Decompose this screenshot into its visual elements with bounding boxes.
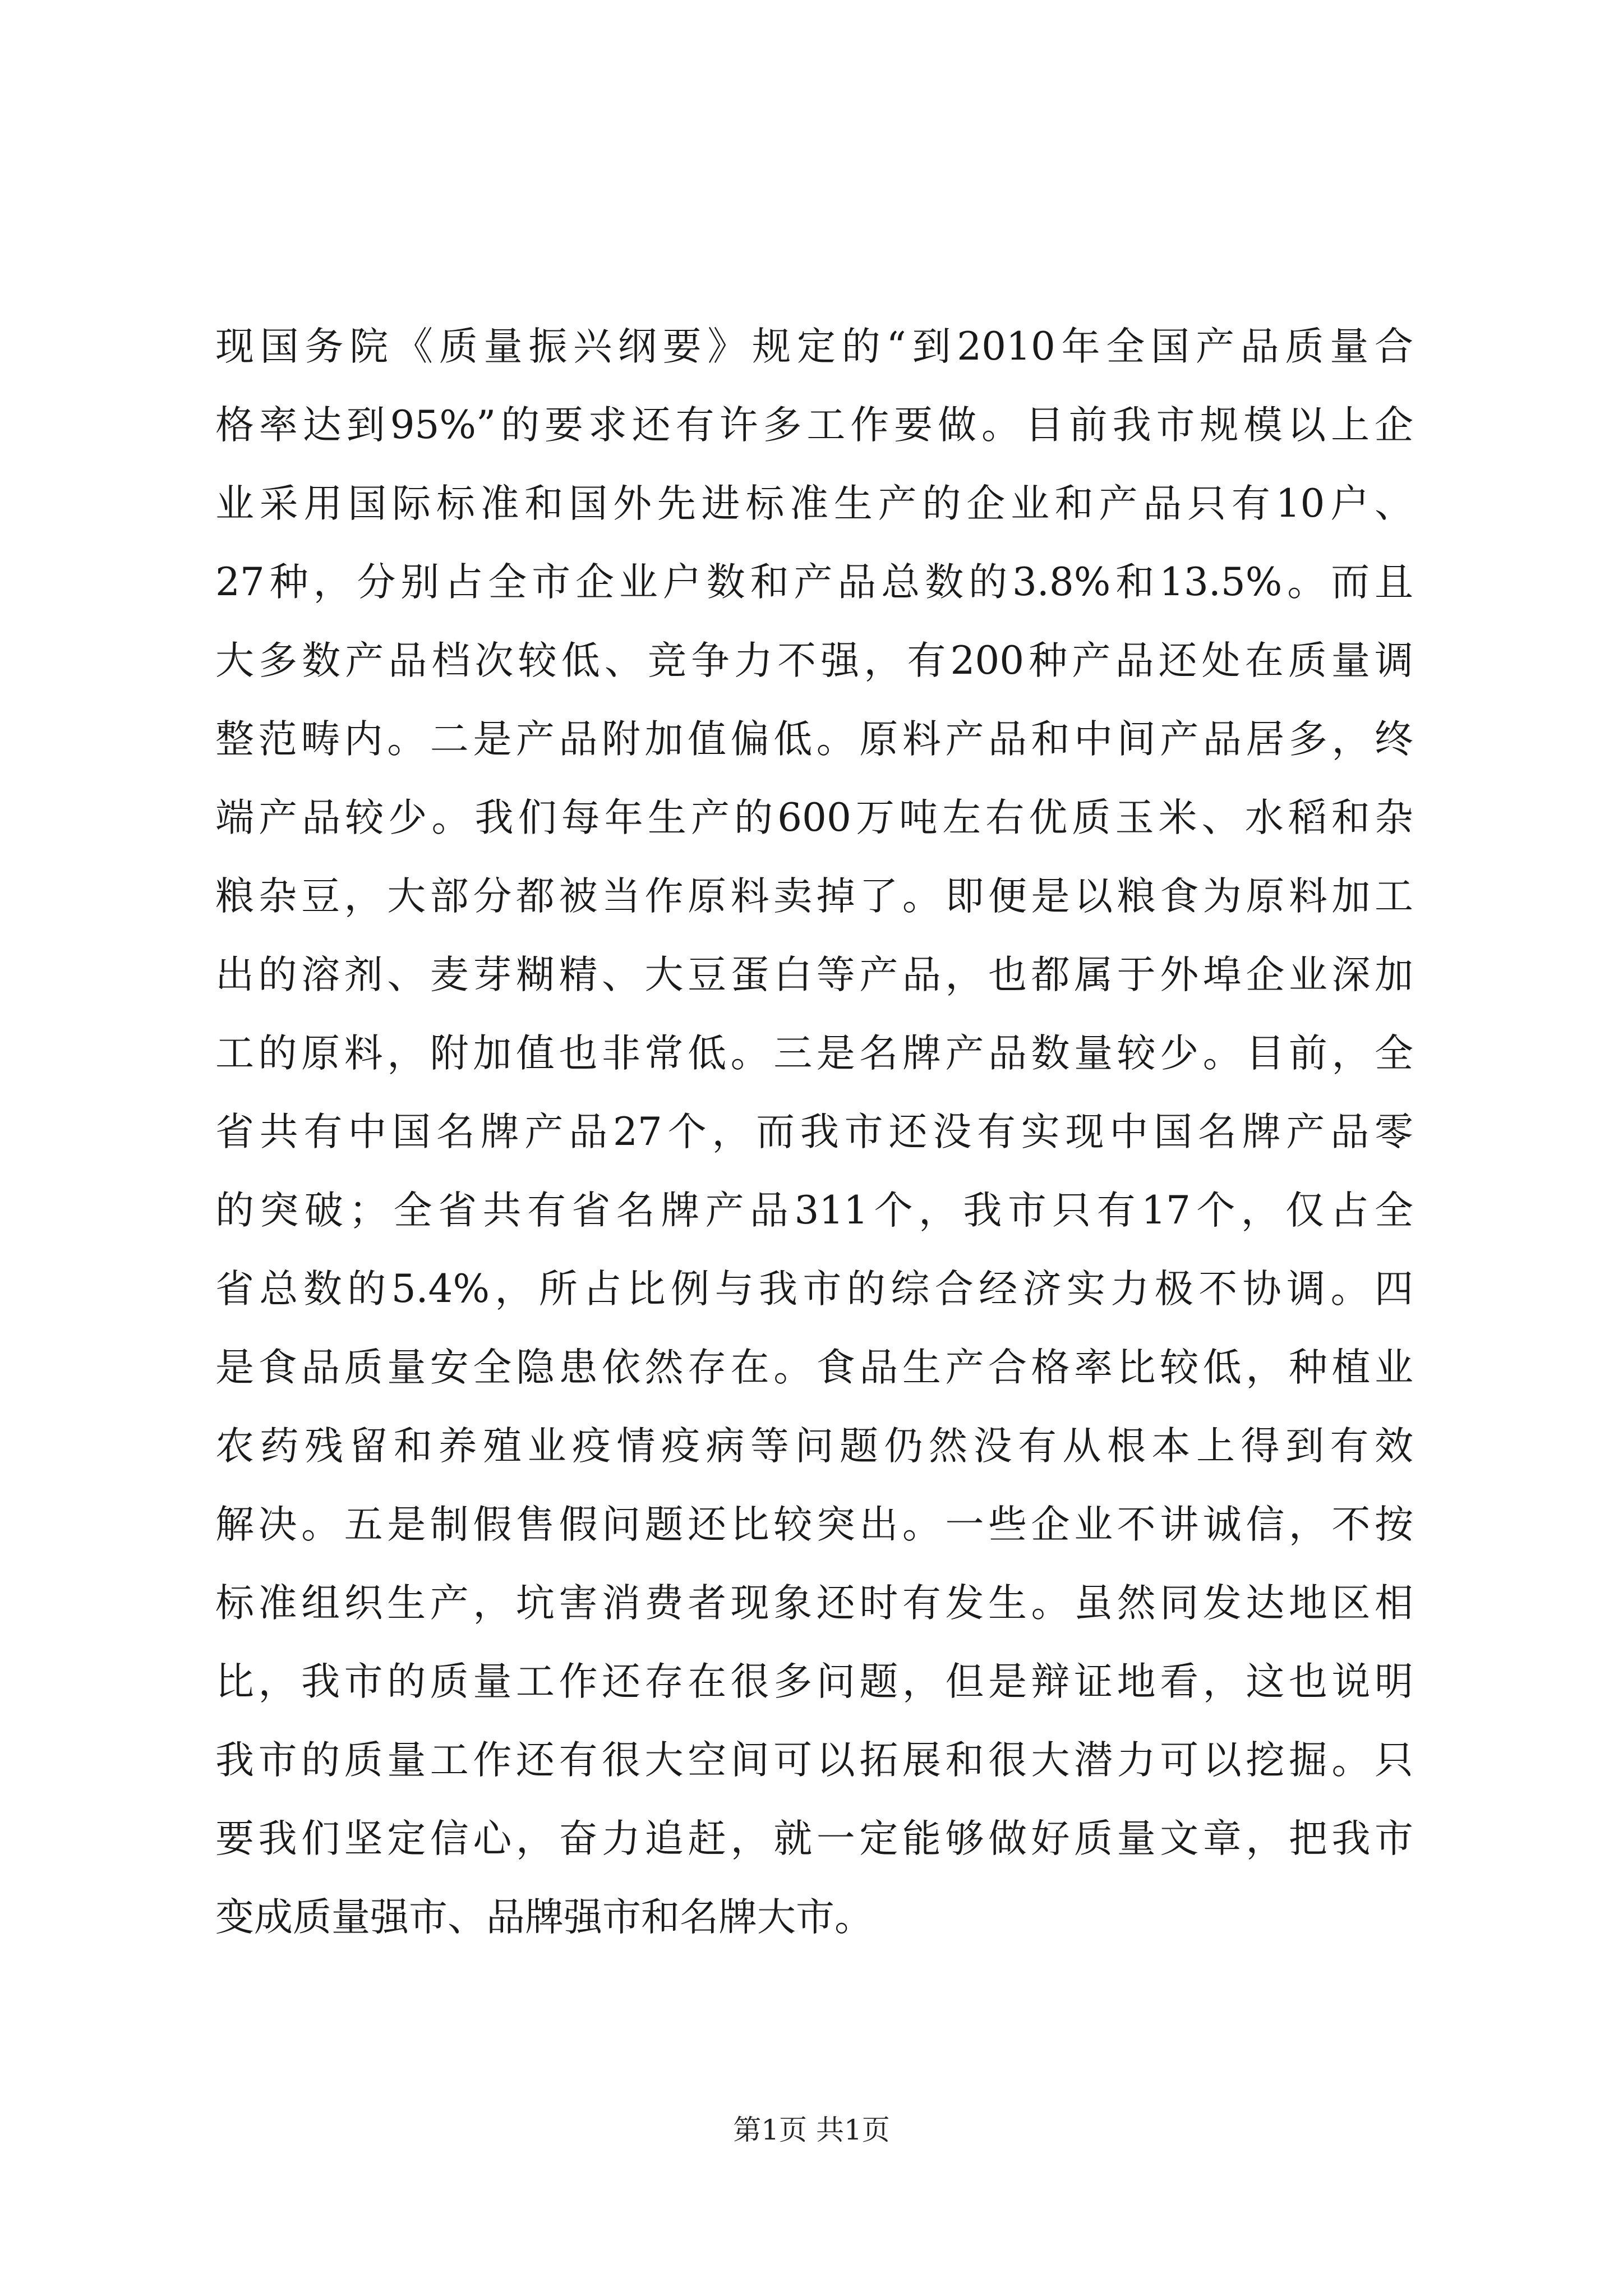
text-line: 现国务院《质量振兴纲要》规定的“到2010年全国产品质量合	[215, 324, 1413, 369]
text-line: 是食品质量安全隐患依然存在。食品生产合格率比较低，种植业	[215, 1345, 1413, 1390]
text-line: 变成质量强市、品牌强市和名牌大市。	[215, 1895, 873, 1940]
text-line: 的突破；全省共有省名牌产品311个，我市只有17个，仅占全	[215, 1188, 1413, 1233]
text-line: 业采用国际标准和国外先进标准生产的企业和产品只有10户、	[215, 481, 1413, 526]
text-line: 我市的质量工作还有很大空间可以拓展和很大潜力可以挖掘。只	[215, 1738, 1413, 1783]
text-line: 比，我市的质量工作还存在很多问题，但是辩证地看，这也说明	[215, 1659, 1413, 1704]
text-line: 省共有中国名牌产品27个，而我市还没有实现中国名牌产品零	[215, 1110, 1413, 1154]
text-line: 27种，分别占全市企业户数和产品总数的3.8%和13.5%。而且	[215, 560, 1413, 605]
text-line: 出的溶剂、麦芽糊精、大豆蛋白等产品，也都属于外埠企业深加	[215, 953, 1413, 997]
text-line: 标准组织生产，坑害消费者现象还时有发生。虽然同发达地区相	[215, 1581, 1413, 1626]
text-line: 要我们坚定信心，奋力追赶，就一定能够做好质量文章，把我市	[215, 1816, 1413, 1861]
page-number-footer: 第1页 共1页	[733, 2114, 890, 2146]
text-line: 大多数产品档次较低、竞争力不强，有200种产品还处在质量调	[215, 638, 1413, 683]
text-line: 粮杂豆，大部分都被当作原料卖掉了。即便是以粮食为原料加工	[215, 874, 1413, 919]
text-line: 格率达到95%”的要求还有许多工作要做。目前我市规模以上企	[215, 403, 1413, 448]
text-line: 农药残留和养殖业疫情疫病等问题仍然没有从根本上得到有效	[215, 1424, 1413, 1469]
text-line: 整范畴内。二是产品附加值偏低。原料产品和中间产品居多，终	[215, 717, 1413, 762]
text-line: 解决。五是制假售假问题还比较突出。一些企业不讲诚信，不按	[215, 1502, 1413, 1547]
body-paragraph	[215, 307, 1413, 1957]
text-line: 端产品较少。我们每年生产的600万吨左右优质玉米、水稻和杂	[215, 795, 1413, 840]
text-line: 工的原料，附加值也非常低。三是名牌产品数量较少。目前，全	[215, 1031, 1413, 1076]
text-line: 省总数的5.4%，所占比例与我市的综合经济实力极不协调。四	[215, 1267, 1413, 1312]
